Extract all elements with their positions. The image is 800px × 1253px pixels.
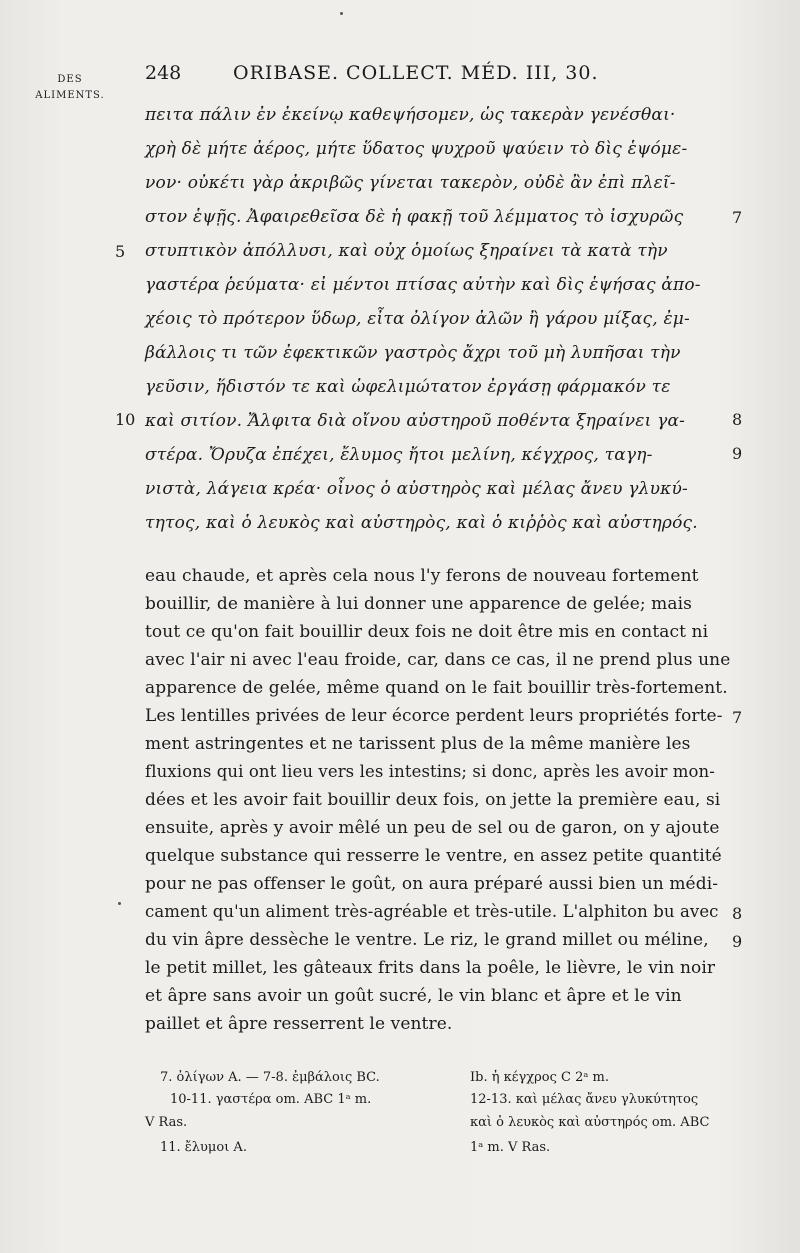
- greek-line: στον ἑψῇς. Ἀφαιρεθεῖσα δὲ ἡ φακῇ τοῦ λέμματος τὸ ἰσχυρῶς: [145, 207, 684, 227]
- print-speck: [340, 12, 343, 15]
- line-number: 10: [115, 410, 136, 429]
- margin-note: [30, 72, 110, 104]
- french-line: ensuite, après y avoir mêlé un peu de sel ou de garon, on y ajoute: [145, 818, 720, 838]
- french-line: quelque substance qui resserre le ventre, en assez petite quantité: [145, 846, 722, 866]
- section-number: 8: [732, 410, 743, 429]
- french-line: du vin âpre dessèche le ventre. Le riz, le grand millet ou méline,: [145, 930, 709, 950]
- french-line: paillet et âpre resserrent le ventre.: [145, 1014, 453, 1034]
- line-number: 5: [115, 242, 126, 261]
- section-number: 7: [732, 208, 743, 227]
- french-line: apparence de gelée, même quand on le fait bouillir très-fortement.: [145, 678, 728, 698]
- french-line: fluxions qui ont lieu vers les intestins; si donc, après les avoir mon-: [145, 762, 715, 781]
- french-line: bouillir, de manière à lui donner une apparence de gelée; mais: [145, 594, 693, 614]
- greek-line: βάλλοις τι τῶν ἐφεκτικῶν γαστρὸς ἄχρι τοῦ μὴ λυπῆσαι τὴν: [145, 343, 681, 363]
- greek-line: στέρα. Ὄρυζα ἐπέχει, ἔλυμος ἤτοι μελίνη, κέγχρος, ταγη-: [145, 445, 653, 465]
- section-number: 9: [732, 444, 743, 463]
- greek-line: νιστὰ, λάγεια κρέα· οἶνος ὁ αὐστηρὸς καὶ μέλας ἄνευ γλυκύ-: [145, 479, 688, 499]
- greek-line: γαστέρα ῥεύματα· εἰ μέντοι πτίσας αὐτὴν καὶ δὶς ἑψήσας ἀπο-: [145, 275, 701, 295]
- apparatus-note: καὶ ὁ λευκὸς καὶ αὐστηρός om. ABC: [470, 1115, 710, 1130]
- print-speck: [118, 902, 121, 905]
- greek-line: χρὴ δὲ μήτε ἀέρος, μήτε ὕδατος ψυχροῦ ψαύειν τὸ δὶς ἑψόμε-: [145, 139, 688, 159]
- greek-line: στυπτικὸν ἀπόλλυσι, καὶ οὐχ ὁμοίως ξηραίνει τὰ κατὰ τὴν: [145, 241, 668, 261]
- greek-line: πειτα πάλιν ἐν ἐκείνῳ καθεψήσομεν, ὡς τακερὰν γενέσθαι·: [145, 105, 676, 125]
- running-title: ORIBASE. COLLECT. MÉD. III, 30.: [233, 62, 599, 84]
- french-line: avec l'air ni avec l'eau froide, car, dans ce cas, il ne prend plus une: [145, 650, 731, 670]
- greek-line: τητος, καὶ ὁ λευκὸς καὶ αὐστηρὸς, καὶ ὁ κιῤῥὸς καὶ αὐστηρός.: [145, 513, 698, 533]
- greek-line: καὶ σιτίον. Ἄλφιτα διὰ οἴνου αὐστηροῦ ποθέντα ξηραίνει γα-: [145, 411, 686, 431]
- apparatus-note: 10-11. γαστέρα om. ABC 1ᵃ m.: [170, 1092, 372, 1107]
- margin-note-line: ALIMENTS.: [35, 90, 105, 101]
- section-number: 8: [732, 904, 743, 923]
- apparatus-note: 1ᵃ m. V Ras.: [470, 1140, 551, 1155]
- apparatus-note: 7. ὀλίγων A. — 7-8. ἐμβάλοις BC.: [160, 1070, 380, 1085]
- section-number: 9: [732, 932, 743, 951]
- apparatus-note: 11. ἔλυμοι A.: [160, 1140, 247, 1155]
- french-line: Les lentilles privées de leur écorce perdent leurs propriétés forte-: [145, 706, 723, 726]
- french-line: le petit millet, les gâteaux frits dans la poêle, le lièvre, le vin noir: [145, 958, 716, 978]
- page-number: 248: [145, 62, 182, 84]
- french-line: cament qu'un aliment très-agréable et très-utile. L'alphiton bu avec: [145, 902, 719, 921]
- greek-line: χέοις τὸ πρότερον ὕδωρ, εἶτα ὀλίγον ἀλῶν ἢ γάρου μίξας, ἐμ-: [145, 309, 690, 329]
- french-line: eau chaude, et après cela nous l'y ferons de nouveau fortement: [145, 566, 699, 586]
- french-line: dées et les avoir fait bouillir deux fois, on jette la première eau, si: [145, 790, 721, 810]
- running-header: [145, 62, 745, 90]
- apparatus-note: 12-13. καὶ μέλας ἄνευ γλυκύτητος: [470, 1092, 699, 1107]
- greek-line: νον· οὐκέτι γὰρ ἀκριβῶς γίνεται τακερὸν, οὐδὲ ἂν ἐπὶ πλεῖ-: [145, 173, 676, 193]
- greek-line: γεῦσιν, ἥδιστόν τε καὶ ὠφελιμώτατον ἐργάσῃ φάρμακόν τε: [145, 377, 671, 397]
- french-line: ment astringentes et ne tarissent plus de la même manière les: [145, 734, 691, 754]
- french-line: pour ne pas offenser le goût, on aura préparé aussi bien un médi-: [145, 874, 719, 894]
- apparatus-note: Ib. ἡ κέγχρος C 2ᵃ m.: [470, 1070, 609, 1085]
- french-line: tout ce qu'on fait bouillir deux fois ne doit être mis en contact ni: [145, 622, 709, 642]
- margin-note-line: DES: [57, 74, 83, 85]
- section-number: 7: [732, 708, 743, 727]
- french-line: et âpre sans avoir un goût sucré, le vin blanc et âpre et le vin: [145, 986, 682, 1006]
- apparatus-note: V Ras.: [145, 1115, 188, 1130]
